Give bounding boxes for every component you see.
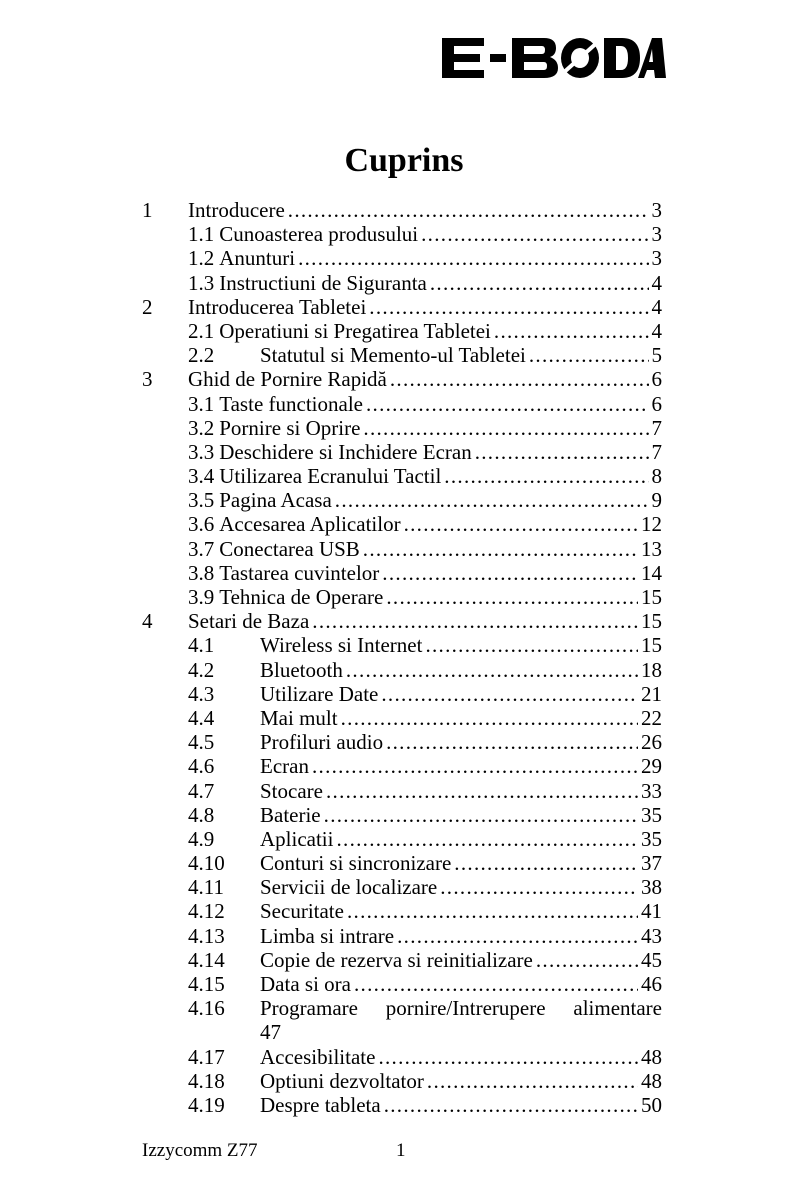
dot-leader — [425, 633, 638, 657]
toc-section-number: 4.13 — [188, 923, 225, 948]
toc-entry[interactable] — [142, 464, 662, 488]
dot-leader — [347, 899, 638, 923]
toc-section-number: 4.5 — [188, 730, 215, 755]
dot-leader — [386, 585, 638, 609]
toc-entry-label: Wireless si Internet — [260, 633, 423, 658]
toc-page-number: 3 — [651, 246, 662, 271]
toc-section-number: 4.19 — [188, 1092, 225, 1117]
dot-leader — [298, 246, 648, 270]
toc-page-number: 48 — [641, 1044, 662, 1069]
toc-page-number: 8 — [651, 464, 662, 489]
dot-leader — [384, 1093, 638, 1117]
dot-leader — [288, 198, 649, 222]
toc-section-number: 4.1 — [188, 633, 215, 658]
toc-section-number: 4.18 — [188, 1068, 225, 1093]
toc-entry-label: Ecran — [260, 754, 309, 779]
toc-entry-label: Tehnica de Operare — [219, 585, 384, 609]
toc-entry-label: Operatiuni si Pregatirea Tabletei — [219, 318, 491, 343]
dot-leader — [381, 682, 638, 706]
toc-section-number: 4.12 — [188, 899, 225, 924]
toc-section-number: 4.10 — [188, 851, 225, 876]
dot-leader — [427, 1069, 638, 1093]
toc-entry[interactable] — [142, 875, 662, 899]
toc-entry-label: Conturi si sincronizare — [260, 851, 452, 876]
toc-page-number: 35 — [641, 802, 662, 827]
toc-section-number: 4.7 — [188, 778, 215, 803]
toc-chapter-number: 2 — [142, 294, 153, 319]
dot-leader — [390, 367, 649, 391]
toc-entry[interactable] — [142, 924, 662, 948]
toc-section-number: 3.7 — [188, 536, 215, 561]
toc-chapter-number: 3 — [142, 367, 153, 392]
toc-page-number: 22 — [641, 705, 662, 730]
toc-section-number: 3.1 — [188, 391, 215, 416]
toc-entry-label: Limba si intrare — [260, 923, 395, 948]
toc-entry[interactable] — [142, 730, 662, 754]
dot-leader — [430, 271, 649, 295]
dot-leader — [454, 851, 638, 875]
toc-section-number: 2.2 — [188, 343, 215, 368]
toc-section-number: 4.14 — [188, 947, 225, 972]
toc-entry-label: Securitate — [260, 899, 344, 924]
toc-entry-label: Aplicatii — [260, 826, 334, 851]
dot-leader — [386, 730, 638, 754]
toc-section-number: 3.9 — [188, 585, 215, 609]
toc-page-number: 4 — [651, 294, 662, 319]
dot-leader — [369, 295, 648, 319]
dot-leader — [421, 222, 648, 246]
dot-leader — [378, 1045, 638, 1069]
toc-entry-label: Conectarea USB — [219, 536, 360, 561]
toc-entry-label: Mai mult — [260, 705, 338, 730]
toc-entry[interactable] — [142, 512, 662, 536]
toc-entry-label: Utilizare Date — [260, 681, 379, 706]
dot-leader — [312, 609, 638, 633]
dot-leader — [326, 779, 638, 803]
toc-entry[interactable] — [142, 972, 662, 996]
toc-entry[interactable] — [142, 1069, 662, 1093]
toc-page-number: 14 — [641, 560, 662, 585]
toc-section-number: 1.2 — [188, 246, 215, 271]
dot-leader — [444, 464, 648, 488]
toc-page-number: 3 — [651, 198, 662, 222]
toc-entry[interactable] — [142, 609, 662, 633]
toc-entry-label: Copie de rezerva si reinitializare — [260, 947, 533, 972]
toc-entry[interactable] — [142, 198, 662, 222]
toc-entry-label: Taste functionale — [219, 391, 363, 416]
toc-entry[interactable] — [142, 803, 662, 827]
toc-entry-label: Despre tableta — [260, 1092, 381, 1117]
toc-section-number: 4.15 — [188, 972, 225, 996]
toc-entry[interactable] — [142, 996, 662, 1044]
toc-section-number: 3.4 — [188, 464, 215, 489]
toc-page-number: 21 — [641, 681, 662, 706]
toc-section-number: 4.11 — [188, 875, 224, 900]
dot-leader — [404, 512, 638, 536]
dot-leader — [382, 561, 638, 585]
toc-entry-label: Pagina Acasa — [219, 488, 332, 513]
toc-section-number: 4.16 — [188, 996, 225, 1021]
dot-leader — [336, 827, 638, 851]
toc-page-number: 15 — [641, 609, 662, 634]
dot-leader — [312, 754, 638, 778]
page-title: Cuprins — [344, 142, 464, 179]
toc-entry[interactable] — [142, 246, 662, 270]
toc-section-number: 3.3 — [188, 439, 215, 464]
dot-leader — [363, 537, 638, 561]
toc-page-number: 46 — [641, 972, 662, 996]
toc-entry[interactable] — [142, 948, 662, 972]
toc-entry[interactable] — [142, 416, 662, 440]
toc-entry[interactable] — [142, 561, 662, 585]
footer-page-number: 1 — [396, 1140, 406, 1161]
toc-page-number: 3 — [651, 222, 662, 247]
toc-section-number: 4.8 — [188, 802, 215, 827]
toc-page-number: 15 — [641, 633, 662, 658]
toc-section-number: 4.6 — [188, 754, 215, 779]
toc-page-number: 4 — [651, 270, 662, 295]
toc-entry-label: Cunoasterea produsului — [219, 222, 419, 247]
brand-logo — [440, 30, 668, 86]
dot-leader — [341, 706, 638, 730]
toc-entry[interactable] — [142, 367, 662, 391]
toc-section-number: 4.17 — [188, 1044, 225, 1069]
toc-page-number: 33 — [641, 778, 662, 803]
toc-entry-label: Instructiuni de Siguranta — [219, 270, 427, 295]
toc-page-number: 50 — [641, 1092, 662, 1117]
toc-entry-label: Optiuni dezvoltator — [260, 1068, 424, 1093]
toc-section-number: 4.2 — [188, 657, 215, 682]
toc-entry[interactable] — [142, 319, 662, 343]
toc-page-number: 29 — [641, 754, 662, 779]
toc-entry-label: Baterie — [260, 802, 321, 827]
toc-page-number: 45 — [641, 947, 662, 972]
toc-section-number: 4.4 — [188, 705, 215, 730]
toc-page-number: 18 — [641, 657, 662, 682]
toc-page-number: 7 — [651, 439, 662, 464]
toc-entry-label: Deschidere si Inchidere Ecran — [219, 439, 472, 464]
toc-page-number: 12 — [641, 512, 662, 537]
toc-section-number: 3.8 — [188, 560, 215, 585]
toc-entry[interactable] — [142, 295, 662, 319]
toc-entry-label: Introducere — [188, 198, 285, 222]
dot-leader — [324, 803, 638, 827]
toc-entry-label: Tastarea cuvintelor — [219, 560, 380, 585]
dot-leader — [346, 658, 638, 682]
toc-entry[interactable] — [142, 537, 662, 561]
dot-leader — [440, 875, 638, 899]
toc-page-number: 48 — [641, 1068, 662, 1093]
dot-leader — [475, 440, 649, 464]
toc-entry[interactable] — [142, 271, 662, 295]
toc-entry-label: Servicii de localizare — [260, 875, 438, 900]
toc-entry-label: Introducerea Tabletei — [188, 294, 367, 319]
toc-section-number: 3.2 — [188, 415, 215, 440]
dot-leader — [397, 924, 638, 948]
toc-page-number: 9 — [651, 488, 662, 513]
toc-entry[interactable] — [142, 779, 662, 803]
toc-entry-label: Ghid de Pornire Rapidă — [188, 367, 387, 392]
toc-page-number: 6 — [651, 391, 662, 416]
toc-section-number: 4.3 — [188, 681, 215, 706]
toc-entry-label: Bluetooth — [260, 657, 343, 682]
toc-page-number: 35 — [641, 826, 662, 851]
toc-chapter-number: 1 — [142, 198, 153, 222]
toc-entry[interactable] — [142, 585, 662, 609]
dot-leader — [494, 319, 649, 343]
toc-entry[interactable] — [142, 392, 662, 416]
toc-page-number: 13 — [641, 536, 662, 561]
toc-page-number: 38 — [641, 875, 662, 900]
toc-entry[interactable] — [142, 899, 662, 923]
toc-entry-label: Accesarea Aplicatilor — [219, 512, 401, 537]
toc-entry[interactable] — [142, 682, 662, 706]
toc-entry-label: Data si ora — [260, 972, 351, 996]
toc-entry[interactable] — [142, 440, 662, 464]
toc-entry-label: Utilizarea Ecranului Tactil — [219, 464, 442, 489]
table-of-contents — [142, 198, 662, 1117]
dot-leader — [363, 416, 648, 440]
toc-entry[interactable] — [142, 706, 662, 730]
toc-page-number: 41 — [641, 899, 662, 924]
dot-leader — [354, 972, 638, 996]
toc-entry[interactable] — [142, 1045, 662, 1069]
toc-entry-label: Accesibilitate — [260, 1044, 376, 1069]
toc-section-number: 1.3 — [188, 270, 215, 295]
toc-entry[interactable] — [142, 633, 662, 657]
toc-section-number: 2.1 — [188, 318, 215, 343]
e-boda-logo-icon — [440, 30, 668, 86]
dot-leader — [366, 392, 649, 416]
footer-model: Izzycomm Z77 — [142, 1140, 258, 1161]
toc-page-number: 7 — [651, 415, 662, 440]
toc-page-number: 5 — [651, 343, 662, 368]
toc-section-number: 3.5 — [188, 488, 215, 513]
toc-page-number: 15 — [641, 585, 662, 609]
toc-entry[interactable] — [142, 343, 662, 367]
toc-entry[interactable] — [142, 754, 662, 778]
toc-entry-label: Programare pornire/Intrerupere alimentare — [260, 996, 662, 1021]
toc-entry-label: Pornire si Oprire — [219, 415, 361, 440]
toc-entry[interactable] — [142, 1093, 662, 1117]
toc-page-number: 47 — [260, 1020, 281, 1045]
toc-entry[interactable] — [142, 851, 662, 875]
toc-section-number: 1.1 — [188, 222, 215, 247]
toc-entry[interactable] — [142, 827, 662, 851]
toc-page-number: 6 — [651, 367, 662, 392]
toc-entry-label: Setari de Baza — [188, 609, 310, 634]
toc-entry[interactable] — [142, 658, 662, 682]
toc-entry-label: Anunturi — [219, 246, 296, 271]
toc-page-number: 43 — [641, 923, 662, 948]
toc-section-number: 3.6 — [188, 512, 215, 537]
toc-entry[interactable] — [142, 488, 662, 512]
toc-page-number: 26 — [641, 730, 662, 755]
dot-leader — [529, 343, 649, 367]
toc-entry[interactable] — [142, 222, 662, 246]
toc-entry-label: Statutul si Memento-ul Tabletei — [260, 343, 526, 368]
toc-section-number: 4.9 — [188, 826, 215, 851]
toc-page-number: 4 — [651, 318, 662, 343]
toc-chapter-number: 4 — [142, 609, 153, 634]
toc-entry-label: Profiluri audio — [260, 730, 384, 755]
toc-entry-label: Stocare — [260, 778, 323, 803]
dot-leader — [335, 488, 649, 512]
toc-page-number: 37 — [641, 851, 662, 876]
dot-leader — [536, 948, 638, 972]
